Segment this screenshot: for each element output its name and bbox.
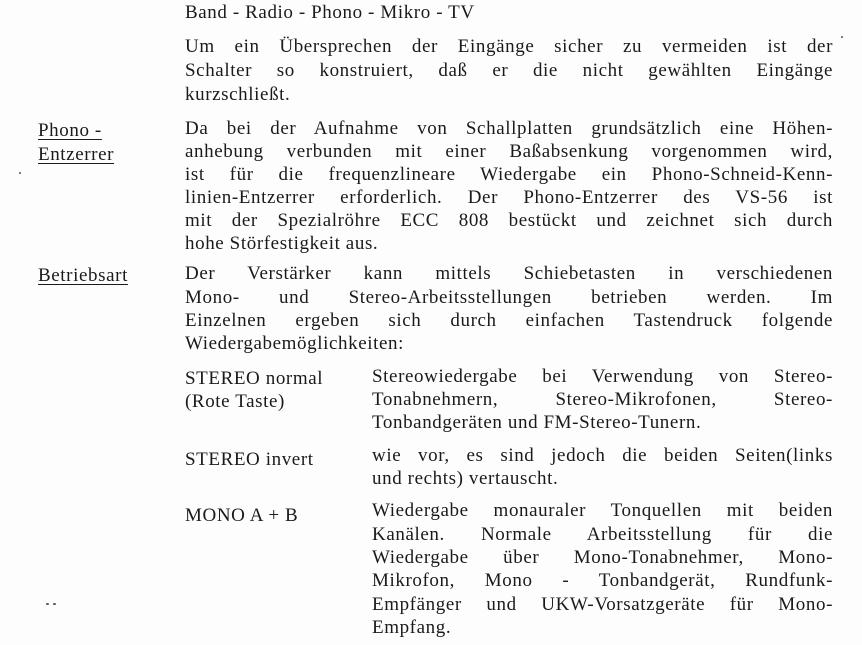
phono-paragraph-line-5: mit der Spezialröhre ECC 808 bestückt und zeichnet sich durch [185, 210, 833, 231]
mode-desc-mono-line-2: Kanälen. Normale Arbeitsstellung für die [372, 524, 833, 545]
mode-desc-mono-line-5: Empfänger und UKW-Vorsatzgeräte für Mono- [372, 594, 833, 615]
mode-label-stereo-invert: STEREO invert [185, 449, 314, 470]
scan-speck [53, 603, 56, 605]
mode-desc-stereo-normal-line-3: Tonbandgeräten und FM-Stereo-Tunern. [372, 412, 702, 433]
mode-desc-stereo-invert-line-2: und rechts) vertauscht. [372, 468, 559, 489]
betriebsart-paragraph-line-4: Wiedergabemöglichkeiten: [185, 333, 405, 354]
mode-desc-stereo-normal-line-2: Tonabnehmern, Stereo-Mikrofonen, Stereo- [372, 389, 833, 410]
inputs-list-line: Band - Radio - Phono - Mikro - TV [185, 2, 475, 23]
phono-paragraph-line-6: hohe Störfestigkeit aus. [185, 233, 379, 254]
mode-label-stereo-normal-note: (Rote Taste) [185, 391, 285, 412]
mode-label-mono-a-b: MONO A + B [185, 505, 299, 526]
betriebsart-paragraph-line-3: Einzelnen ergeben sich durch einfachen Tastendruck folgende [185, 310, 833, 331]
scan-speck [46, 603, 49, 605]
scan-speck [841, 36, 843, 38]
betriebsart-paragraph-line-2: Mono- und Stereo-Arbeitsstellungen betrieben werden. Im [185, 287, 833, 308]
intro-paragraph-line-1: Um ein Übersprechen der Eingänge sicher zu vermeiden ist der [185, 36, 833, 57]
phono-paragraph-line-1: Da bei der Aufnahme von Schallplatten grundsätzlich eine Höhen- [185, 118, 833, 139]
mode-desc-stereo-normal-line-1: Stereowiedergabe bei Verwendung von Stereo- [372, 366, 833, 387]
mode-desc-mono-line-6: Empfang. [372, 617, 452, 638]
intro-paragraph-line-2: Schalter so konstruiert, daß er die nicht gewählten Eingänge [185, 60, 833, 81]
phono-paragraph-line-4: linien-Entzerrer erforderlich. Der Phono-Entzerrer des VS-56 ist [185, 187, 833, 208]
mode-desc-mono-line-3: Wiedergabe über Mono-Tonabnehmer, Mono- [372, 547, 833, 568]
betriebsart-heading: Betriebsart [38, 265, 128, 286]
phono-paragraph-line-2: anhebung verbunden mit einer Baßabsenkung vorgenommen wird, [185, 141, 833, 162]
phono-heading-line-1: Phono - [38, 120, 102, 141]
mode-desc-mono-line-4: Mikrofon, Mono - Tonbandgerät, Rundfunk- [372, 570, 833, 591]
phono-heading-line-2: Entzerrer [38, 144, 115, 165]
mode-desc-stereo-invert-line-1: wie vor, es sind jedoch die beiden Seiten(links [372, 445, 833, 466]
betriebsart-paragraph-line-1: Der Verstärker kann mittels Schiebetasten in verschiedenen [185, 263, 833, 284]
scan-speck [19, 172, 21, 174]
mode-label-stereo-normal: STEREO normal [185, 368, 324, 389]
phono-paragraph-line-3: ist für die frequenzlineare Wiedergabe ein Phono-Schneid-Kenn- [185, 164, 833, 185]
intro-paragraph-line-3: kurzschließt. [185, 84, 291, 105]
mode-desc-mono-line-1: Wiedergabe monauraler Tonquellen mit beiden [372, 500, 833, 521]
